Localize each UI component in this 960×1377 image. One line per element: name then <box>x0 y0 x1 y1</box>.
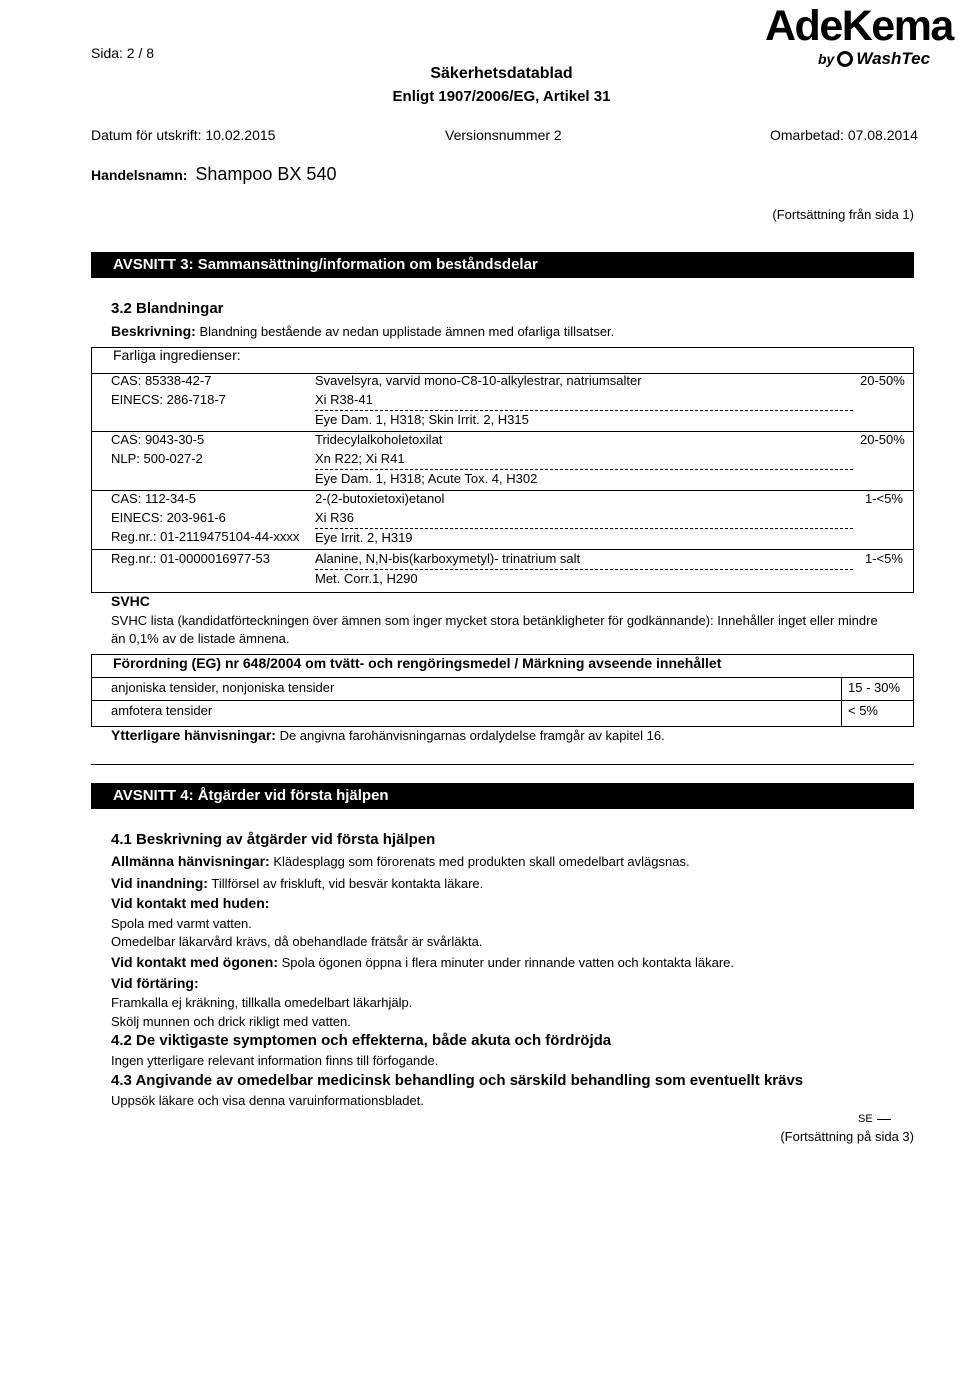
dashed-divider <box>315 569 853 570</box>
ingredient-2-cas: CAS: 9043-30-5 <box>111 432 205 447</box>
description <box>111 323 614 339</box>
ingredient-1-name: Svavelsyra, varvid mono-C8-10-alkylestrar, natriumsalter <box>315 373 642 388</box>
page-number: Sida: 2 / 8 <box>91 45 155 61</box>
general-advice <box>111 853 690 869</box>
description-value: Blandning bestående av nedan upplistade ämnen med ofarliga tillsatser. <box>199 324 615 339</box>
section-4-2-heading: 4.2 De viktigaste symptomen och effekterna, både akuta och fördröjda <box>111 1032 612 1049</box>
logo-by: by <box>818 51 835 67</box>
svhc-text-line-1: SVHC lista (kandidatförteckningen över ämnen som inger mycket stora betänkligheter för godkännande): Innehåller inget eller mindre <box>111 613 878 628</box>
ingredient-3-conc: 1-<5% <box>865 491 903 506</box>
language-code-text: SE <box>858 1113 873 1125</box>
print-date: Datum för utskrift: 10.02.2015 <box>91 127 276 143</box>
dashed-divider <box>315 410 853 411</box>
dashed-divider <box>315 469 853 470</box>
skin-contact-label: Vid kontakt med huden: <box>111 895 270 911</box>
trade-name <box>91 164 336 185</box>
ingredient-2-name: Tridecylalkoholetoxilat <box>315 432 443 447</box>
ingredients-divider <box>91 431 914 432</box>
regulation-row-1-value: 15 - 30% <box>848 680 901 695</box>
section-separator <box>91 764 914 765</box>
partner-logo <box>818 49 930 69</box>
ingredient-3-cas: CAS: 112-34-5 <box>111 491 197 506</box>
dashed-divider <box>315 528 853 529</box>
regulation-title: Förordning (EG) nr 648/2004 om tvätt- och rengöringsmedel / Märkning avseende innehållet <box>113 655 722 671</box>
ingredient-3-class-old: Xi R36 <box>315 510 355 525</box>
ingredient-1-class-clp: Eye Dam. 1, H318; Skin Irrit. 2, H315 <box>315 412 529 427</box>
regulation-row-1-label: anjoniska tensider, nonjoniska tensider <box>111 680 335 695</box>
svhc-text-line-2: än 0,1% av de listade ämnena. <box>111 631 290 646</box>
revised-date: Omarbetad: 07.08.2014 <box>770 127 918 143</box>
ingestion-line-2: Skölj munnen och drick rikligt med vatten. <box>111 1014 351 1029</box>
document-subtitle: Enligt 1907/2006/EG, Artikel 31 <box>392 88 611 105</box>
ingestion-line-1: Framkalla ej kräkning, tillkalla omedelbart läkarhjälp. <box>111 995 413 1010</box>
logo-partner: WashTec <box>856 49 931 68</box>
ingestion-label: Vid förtäring: <box>111 975 199 991</box>
ingredient-3-einecs: EINECS: 203-961-6 <box>111 510 226 525</box>
section-4-bar: AVSNITT 4: Åtgärder vid första hjälpen <box>91 783 914 809</box>
ingredient-2-conc: 20-50% <box>860 432 905 447</box>
washtec-ring-icon <box>837 51 853 67</box>
inhalation-label: Vid inandning: <box>111 875 208 891</box>
continued-to: (Fortsättning på sida 3) <box>780 1129 914 1144</box>
skin-contact-line-1: Spola med varmt vatten. <box>111 916 252 931</box>
version-number: Versionsnummer 2 <box>445 127 562 143</box>
ingredient-3-name: 2-(2-butoxietoxi)etanol <box>315 491 445 506</box>
ingredients-title: Farliga ingredienser: <box>113 347 241 363</box>
inhalation-value: Tillförsel av friskluft, vid besvär kontakta läkare. <box>211 876 484 891</box>
further-notes <box>111 727 665 743</box>
eye-contact-value: Spola ögonen öppna i flera minuter under rinnande vatten och kontakta läkare. <box>281 955 735 970</box>
ingredient-2-class-clp: Eye Dam. 1, H318; Acute Tox. 4, H302 <box>315 471 538 486</box>
trade-name-label: Handelsnamn: <box>91 167 188 183</box>
ingredient-1-einecs: EINECS: 286-718-7 <box>111 392 226 407</box>
section-4-3-heading: 4.3 Angivande av omedelbar medicinsk behandling och särskild behandling som eventuellt krävs <box>111 1072 804 1089</box>
footer-rule <box>877 1119 891 1120</box>
general-advice-label: Allmänna hänvisningar: <box>111 853 270 869</box>
regulation-row-2-label: amfotera tensider <box>111 703 213 718</box>
section-4-3-text: Uppsök läkare och visa denna varuinformationsbladet. <box>111 1093 424 1108</box>
language-code <box>858 1113 891 1125</box>
section-4-1-heading: 4.1 Beskrivning av åtgärder vid första hjälpen <box>111 831 436 848</box>
ingredient-2-nlp: NLP: 500-027-2 <box>111 451 203 466</box>
ingredients-divider <box>91 490 914 491</box>
ingredient-2-class-old: Xn R22; Xi R41 <box>315 451 405 466</box>
description-label: Beskrivning: <box>111 323 196 339</box>
company-logo: AdeKema <box>765 2 953 50</box>
ingredient-3-class-clp: Eye Irrit. 2, H319 <box>315 530 413 545</box>
ingredient-3-regnr: Reg.nr.: 01-2119475104-44-xxxx <box>111 529 300 544</box>
further-notes-value: De angivna farohänvisningarnas ordalydelse framgår av kapitel 16. <box>279 728 665 743</box>
ingredient-4-class-clp: Met. Corr.1, H290 <box>315 571 418 586</box>
ingredient-4-regnr: Reg.nr.: 01-0000016977-53 <box>111 551 271 566</box>
eye-contact-label: Vid kontakt med ögonen: <box>111 954 278 970</box>
inhalation-advice <box>111 875 483 891</box>
section-3-2-heading: 3.2 Blandningar <box>111 300 224 317</box>
eye-contact-advice <box>111 954 734 970</box>
section-4-2-text: Ingen ytterligare relevant information finns till förfogande. <box>111 1053 439 1068</box>
ingredient-4-name: Alanine, N,N-bis(karboxymetyl)- trinatrium salt <box>315 551 581 566</box>
section-3-bar: AVSNITT 3: Sammansättning/information om beståndsdelar <box>91 252 914 278</box>
skin-contact-line-2: Omedelbar läkarvård krävs, då obehandlade frätsår är svårläkta. <box>111 934 483 949</box>
general-advice-value: Klädesplagg som förorenats med produkten skall omedelbart avlägsnas. <box>273 854 690 869</box>
ingredient-1-conc: 20-50% <box>860 373 905 388</box>
regulation-column-divider <box>841 677 842 727</box>
regulation-row-divider <box>91 677 914 678</box>
document-title: Säkerhetsdatablad <box>430 65 573 82</box>
ingredients-divider <box>91 549 914 550</box>
further-notes-label: Ytterligare hänvisningar: <box>111 727 276 743</box>
regulation-row-divider <box>91 700 914 701</box>
ingredient-1-class-old: Xi R38-41 <box>315 392 373 407</box>
ingredient-1-cas: CAS: 85338-42-7 <box>111 373 212 388</box>
trade-name-value: Shampoo BX 540 <box>195 164 337 184</box>
continued-from: (Fortsättning från sida 1) <box>772 207 914 222</box>
ingredient-4-conc: 1-<5% <box>865 551 903 566</box>
svhc-heading: SVHC <box>111 593 150 609</box>
regulation-row-2-value: < 5% <box>848 703 878 718</box>
